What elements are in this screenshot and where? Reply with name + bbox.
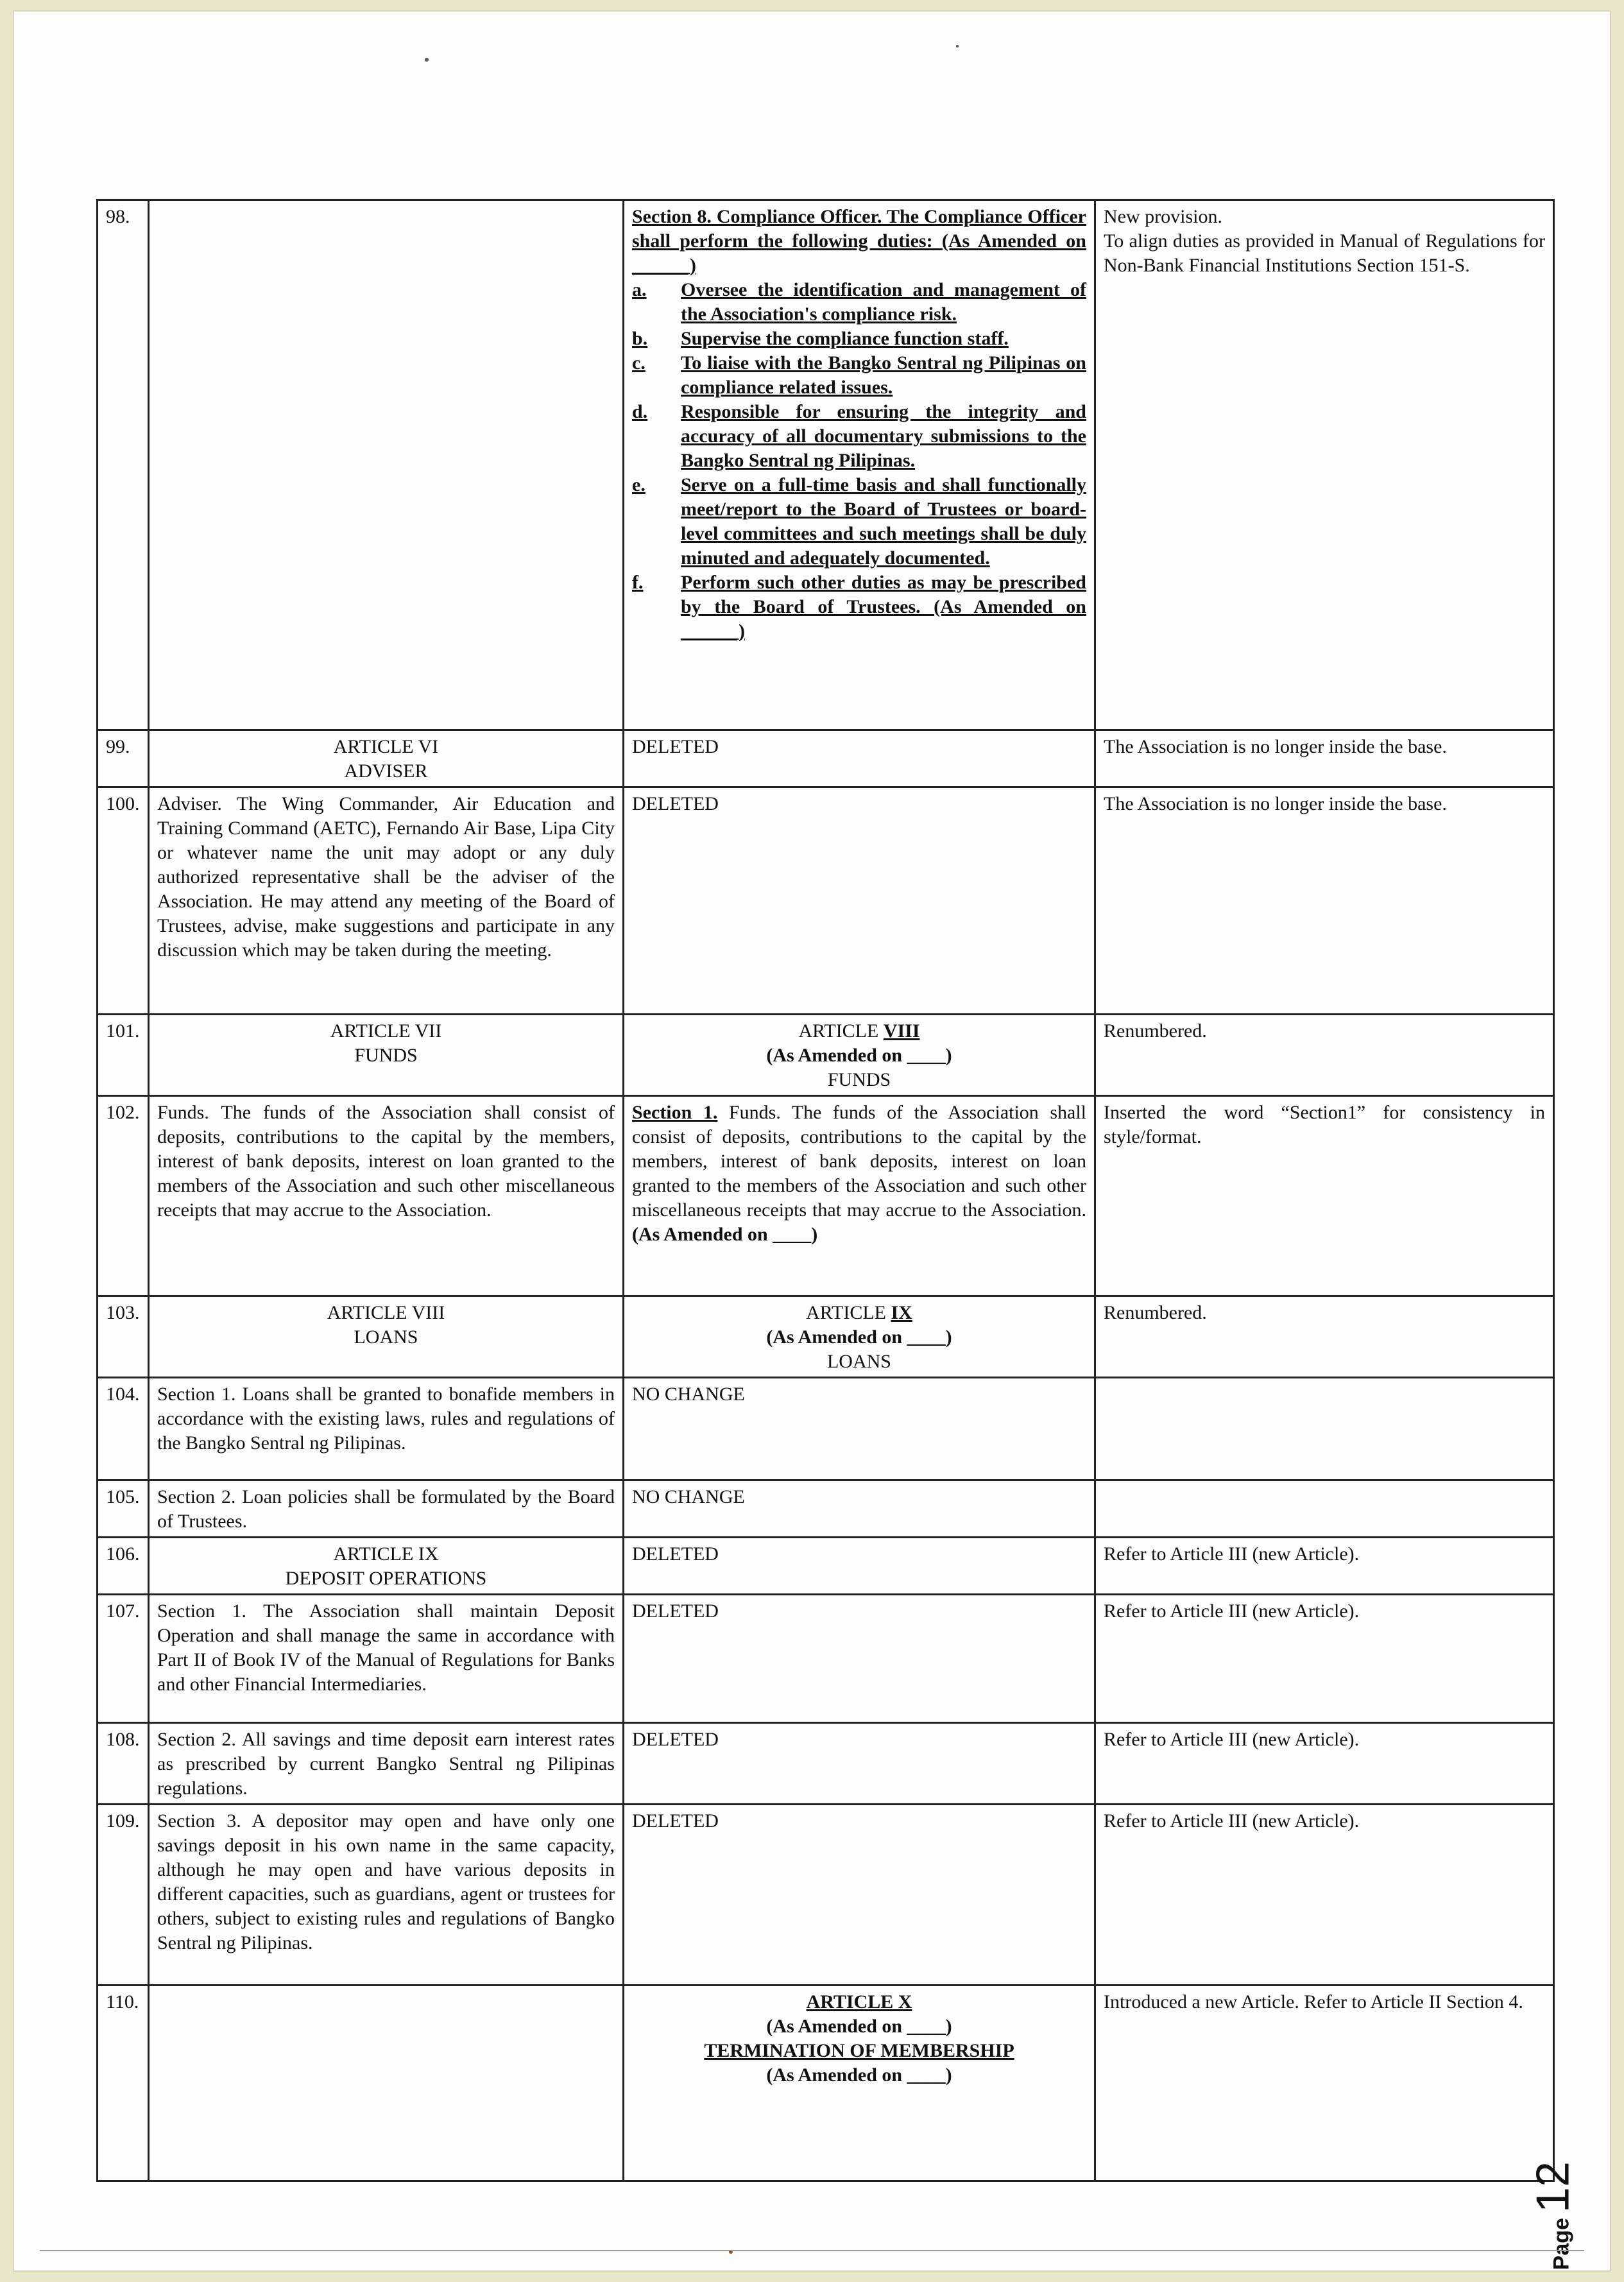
table-row: [98, 1378, 1554, 1480]
remarks: Refer to Article III (new Article).: [1095, 1805, 1554, 1986]
old-provision: ARTICLE VIII LOANS: [149, 1296, 624, 1378]
remarks: Renumbered.: [1095, 1296, 1554, 1378]
new-provision: NO CHANGE: [624, 1480, 1095, 1538]
list-item: d. Responsible for ensuring the integrity and accuracy of all documentary submissions to the Bangko Sentral ng Pilipinas.: [632, 401, 1086, 471]
table-row: [98, 1986, 1554, 2181]
duties-list: [632, 278, 1086, 644]
table-row: [98, 1538, 1554, 1595]
row-number: 98.: [98, 200, 149, 730]
remarks: Renumbered.: [1095, 1015, 1554, 1096]
old-provision: Section 1. Loans shall be granted to bonafide members in accordance with the existing laws, rules and regulations of the Bangko Sentral ng Pilipinas.: [149, 1378, 624, 1480]
table-row: [98, 1480, 1554, 1538]
row-number: 99.: [98, 730, 149, 787]
table-row: [98, 200, 1554, 730]
list-item: b. Supervise the compliance function staff.: [632, 328, 1009, 349]
page-label: Page: [1549, 2218, 1573, 2270]
row-number: 108.: [98, 1723, 149, 1805]
remarks: [1095, 1480, 1554, 1538]
table-row: [98, 787, 1554, 1015]
new-provision: ARTICLE IX (As Amended on ____) LOANS: [624, 1296, 1095, 1378]
old-provision: Adviser. The Wing Commander, Air Education and Training Command (AETC), Fernando Air Base, Lipa City or whatever name the unit may adopt or any duly authorized representative shall be the adviser of the Association. He may attend any meeting of the Board of Trustees, advise, make suggestions and participate in any discussion which may be taken during the meeting.: [149, 787, 624, 1015]
remarks: Refer to Article III (new Article).: [1095, 1595, 1554, 1723]
old-provision: Section 3. A depositor may open and have only one savings deposit in his own name in the same capacity, although he may open and have various deposits in different capacities, such as guardians, agent or trustees for others, subject to existing rules and regulations of Bangko Sentral ng Pilipinas.: [149, 1805, 624, 1986]
remarks: [1095, 1378, 1554, 1480]
new-provision: DELETED: [624, 1805, 1095, 1986]
list-item: e. Serve on a full-time basis and shall functionally meet/report to the Board of Trustees or board-level committees and such meetings shall be duly minuted and adequately documented.: [632, 474, 1086, 569]
footer-divider: [40, 2250, 1584, 2251]
list-item: c. To liaise with the Bangko Sentral ng Pilipinas on compliance related issues.: [632, 352, 1086, 398]
remarks: Inserted the word “Section1” for consistency in style/format.: [1095, 1096, 1554, 1296]
row-number: 106.: [98, 1538, 149, 1595]
row-number: 105.: [98, 1480, 149, 1538]
document-page: [14, 12, 1610, 2270]
row-number: 103.: [98, 1296, 149, 1378]
amendment-table: [96, 199, 1555, 2182]
new-provision: DELETED: [624, 730, 1095, 787]
table-row: [98, 1595, 1554, 1723]
new-provision: DELETED: [624, 1723, 1095, 1805]
table-row: [98, 1723, 1554, 1805]
old-provision: ARTICLE IX DEPOSIT OPERATIONS: [149, 1538, 624, 1595]
row-number: 100.: [98, 787, 149, 1015]
new-provision: Section 1. Funds. The funds of the Association shall consist of deposits, contributions to the capital by the members, interest of bank deposits, interest on loan granted to the members of the Association and such other miscellaneous receipts that may accrue to the Association. (As Amended on ____): [624, 1096, 1095, 1296]
new-provision: ARTICLE VIII (As Amended on ____) FUNDS: [624, 1015, 1095, 1096]
old-provision: Section 2. Loan policies shall be formulated by the Board of Trustees.: [149, 1480, 624, 1538]
table-row: [98, 1015, 1554, 1096]
remarks: New provision. To align duties as provided in Manual of Regulations for Non-Bank Financial Institutions Section 151-S.: [1095, 200, 1554, 730]
new-provision: [624, 200, 1095, 730]
list-item: a. Oversee the identification and management of the Association's compliance risk.: [632, 279, 1086, 325]
row-number: 104.: [98, 1378, 149, 1480]
table-row: [98, 1096, 1554, 1296]
page-number-value: 12: [1527, 2161, 1578, 2213]
old-provision: [149, 1986, 624, 2181]
old-provision: Section 2. All savings and time deposit earn interest rates as prescribed by current Bangko Sentral ng Pilipinas regulations.: [149, 1723, 624, 1805]
scan-speck: [956, 45, 959, 47]
table-row: [98, 730, 1554, 787]
old-provision: Funds. The funds of the Association shall consist of deposits, contributions to the capital by the members, interest of bank deposits, interest on loan granted to the members of the Association and such other miscellaneous receipts that may accrue to the Association.: [149, 1096, 624, 1296]
table-row: [98, 1805, 1554, 1986]
row-number: 109.: [98, 1805, 149, 1986]
page-number: [1526, 2161, 1579, 2270]
row-number: 101.: [98, 1015, 149, 1096]
row-number: 110.: [98, 1986, 149, 2181]
list-item: f. Perform such other duties as may be prescribed by the Board of Trustees. (As Amended on ______): [632, 572, 1086, 642]
row-number: 107.: [98, 1595, 149, 1723]
new-provision: NO CHANGE: [624, 1378, 1095, 1480]
old-provision: Section 1. The Association shall maintain Deposit Operation and shall manage the same in accordance with Part II of Book IV of the Manual of Regulations for Banks and other Financial Intermediaries.: [149, 1595, 624, 1723]
scan-speck: [425, 58, 429, 62]
old-provision: [149, 200, 624, 730]
old-provision: ARTICLE VI ADVISER: [149, 730, 624, 787]
remarks: The Association is no longer inside the base.: [1095, 787, 1554, 1015]
new-provision: DELETED: [624, 1538, 1095, 1595]
table-row: [98, 1296, 1554, 1378]
remarks: Refer to Article III (new Article).: [1095, 1538, 1554, 1595]
old-provision: ARTICLE VII FUNDS: [149, 1015, 624, 1096]
new-provision: DELETED: [624, 787, 1095, 1015]
new-provision-heading: Section 8. Compliance Officer. The Compliance Officer shall perform the following duties: (As Amended on ______): [632, 206, 1086, 276]
row-number: 102.: [98, 1096, 149, 1296]
remarks: Refer to Article III (new Article).: [1095, 1723, 1554, 1805]
remarks: Introduced a new Article. Refer to Article II Section 4.: [1095, 1986, 1554, 2181]
new-provision: DELETED: [624, 1595, 1095, 1723]
new-provision: ARTICLE X (As Amended on ____) TERMINATION OF MEMBERSHIP (As Amended on ____): [624, 1986, 1095, 2181]
remarks: The Association is no longer inside the base.: [1095, 730, 1554, 787]
